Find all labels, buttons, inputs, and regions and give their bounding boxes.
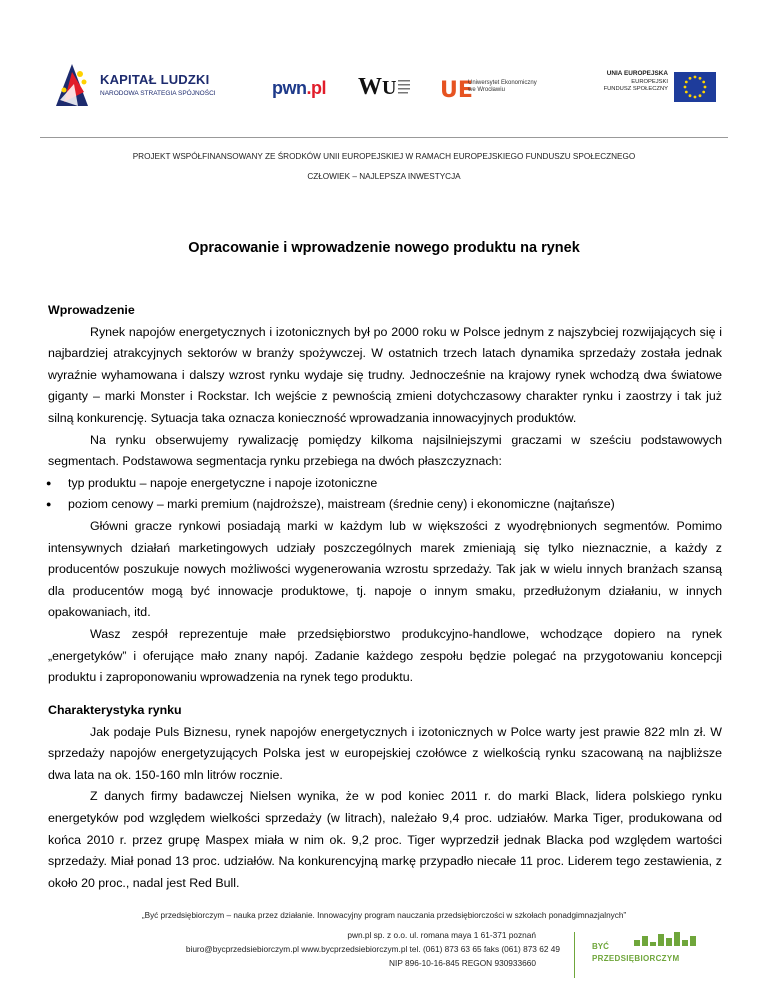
footer-divider bbox=[574, 932, 575, 978]
eu-line3: FUNDUSZ SPOŁECZNY bbox=[603, 86, 668, 92]
section-introduction bbox=[48, 300, 722, 689]
eu-line1: UNIA EUROPEJSKA bbox=[606, 70, 668, 77]
eu-efs-logo bbox=[588, 58, 728, 118]
footer-contact bbox=[176, 928, 560, 970]
ue-name bbox=[468, 80, 537, 94]
kapital-ludzki-emblem-icon bbox=[54, 62, 94, 108]
paragraph: Na rynku obserwujemy rywalizację pomiędzy kilkoma najsilniejszymi graczami w sześciu podstawowych segmentach. Podstawowa segmentacja rynku przebiega na dwóch płaszczyznach: bbox=[48, 432, 722, 469]
paragraph: Jak podaje Puls Biznesu, rynek napojów energetycznych i izotonicznych w Polce warty jest prawie 822 mln zł. W sprzedaży napojów energetyzujących Polska jest w europejskiej czołówce z wielkością rynku szacowaną na najbliższe dwa lata na ok. 150-160 mln litrów rocznie. bbox=[48, 724, 722, 782]
pwn-logo-text: pwn bbox=[272, 78, 307, 98]
header-cofinancing: PROJEKT WSPÓŁFINANSOWANY ZE ŚRODKÓW UNII EUROPEJSKIEJ W RAMACH EUROPEJSKIEGO FUNDUSZU SPOŁECZNEGO bbox=[132, 152, 636, 161]
kapital-ludzki-logo bbox=[54, 62, 264, 112]
header-divider bbox=[40, 137, 728, 138]
paragraph: Wasz zespół reprezentuje małe przedsiębiorstwo produkcyjno-handlowe, wchodzące dopiero na rynek „energetyków” i oferujące mało znany napój. Zadanie każdego zespołu będzie polegać na przygotowaniu koncepcji produktu i zaproponowaniu wprowadzenia na rynek tego produktu. bbox=[48, 626, 722, 685]
kapital-ludzki-title: KAPITAŁ LUDZKI bbox=[100, 72, 210, 87]
byc-logo-line2: PRZEDSIĘBIORCZYM bbox=[592, 954, 680, 963]
paragraph: Główni gracze rynkowi posiadają marki w każdym lub w większości z wyodrębnionych segmentów. Pomimo intensywnych działań marketingowych udziały poszczególnych marek zmieniają się tylko nieznacznie, a każdy z producentów poszukuje nowych możliwości wygenerowania wzrostu sprzedaży. Tak jak w wielu innych branżach szansą dla producentów mogą być innowacje produktowe, tj. napoje o innym smaku, przedłużonym działaniu, w innych opakowaniach, itd. bbox=[48, 518, 722, 620]
ue-wroclaw-logo bbox=[440, 72, 550, 106]
eu-text bbox=[592, 70, 668, 94]
section-market-characteristics bbox=[48, 700, 722, 894]
pwn-logo-suffix: .pl bbox=[306, 78, 326, 98]
footer-program-name: „Być przedsiębiorczym – nauka przez działanie. Innowacyjny program nauczania przedsiębiorczości w szkołach ponadgimnazjalnych” bbox=[141, 911, 627, 920]
eu-flag-icon bbox=[674, 72, 716, 102]
logo-bar bbox=[48, 58, 728, 118]
byc-przedsiebiorczym-logo bbox=[574, 932, 714, 982]
ue-name-line2: we Wrocławiu bbox=[468, 87, 505, 93]
footer-nip-regon: NIP 896-10-16-845 REGON 930933660 bbox=[389, 958, 536, 968]
ue-emblem-icon: UE bbox=[440, 78, 473, 103]
eu-line2: EUROPEJSKI bbox=[631, 78, 668, 85]
section-heading: Charakterystyka rynku bbox=[48, 703, 182, 717]
svg-text:W: W bbox=[358, 74, 382, 100]
document-title: Opracowanie i wprowadzenie nowego produktu na rynek bbox=[188, 240, 580, 256]
header-slogan: CZŁOWIEK – NAJLEPSZA INWESTYCJA bbox=[307, 172, 461, 181]
pwn-logo bbox=[272, 78, 326, 99]
byc-logo-line1: BYĆ bbox=[592, 942, 609, 951]
list-item: ● poziom cenowy – marki premium (najdroższe), maistream (średnie ceny) i ekonomiczne (najtańsze) bbox=[48, 494, 722, 516]
footer-email-web-phone: biuro@bycprzedsiebiorczym.pl www.bycprzedsiebiorczym.pl tel. (061) 873 63 65 faks (061) 873 62 49 bbox=[185, 944, 560, 954]
paragraph: Rynek napojów energetycznych i izotonicznych był po 2000 roku w Polsce jednym z najszybciej rozwijających się i najbardziej atrakcyjnych sektorów w branży spożywczej. W ostatnich trzech latach dynamika sprzedaży została jednak wyraźnie wyhamowana i dalszy wzrost rynku wydaje się trudny. Jednocześnie na krajowy rynek wchodzą dwa światowe giganty – marki Monster i Rockstar. Ich wejście z pewnością zmieni dotychczasowy charakter rynku i zaostrzy i tak już silną konkurencję. Sytuacja taka oznacza konieczność wprowadzania innowacyjnych produktów. bbox=[48, 324, 722, 425]
section-heading: Wprowadzenie bbox=[48, 303, 135, 317]
kapital-ludzki-subtitle: NARODOWA STRATEGIA SPÓJNOŚCI bbox=[100, 90, 216, 97]
ue-name-line1: Uniwersytet Ekonomiczny bbox=[468, 80, 537, 86]
paragraph: Z danych firmy badawczej Nielsen wynika, że w pod koniec 2011 r. do marki Black, lidera polskiego rynku energetyków pod względem wielkości sprzedaży (w litrach), należało 9,4 proc. udziałów. Marka Tiger, produkowana od końca 2010 r. przez grupę Maspex miała w nim ok. 9,2 proc. Tiger wyprzedził jednak Blacka pod względem wartości sprzedaży. Miał ponad 13 proc. udziałów. Na konkurencyjną markę przypadło niecałe 11 proc. Liderem tego zestawienia, z około 20 proc., nadal jest Red Bull. bbox=[48, 789, 722, 890]
wu-logo-icon bbox=[358, 70, 412, 104]
byc-logo-blocks-icon bbox=[634, 932, 704, 948]
list-item: ● typ produktu – napoje energetyczne i napoje izotoniczne bbox=[48, 473, 722, 495]
footer-address: pwn.pl sp. z o.o. ul. romana maya 1 61-371 poznań bbox=[347, 930, 536, 940]
svg-text:U: U bbox=[382, 77, 397, 99]
